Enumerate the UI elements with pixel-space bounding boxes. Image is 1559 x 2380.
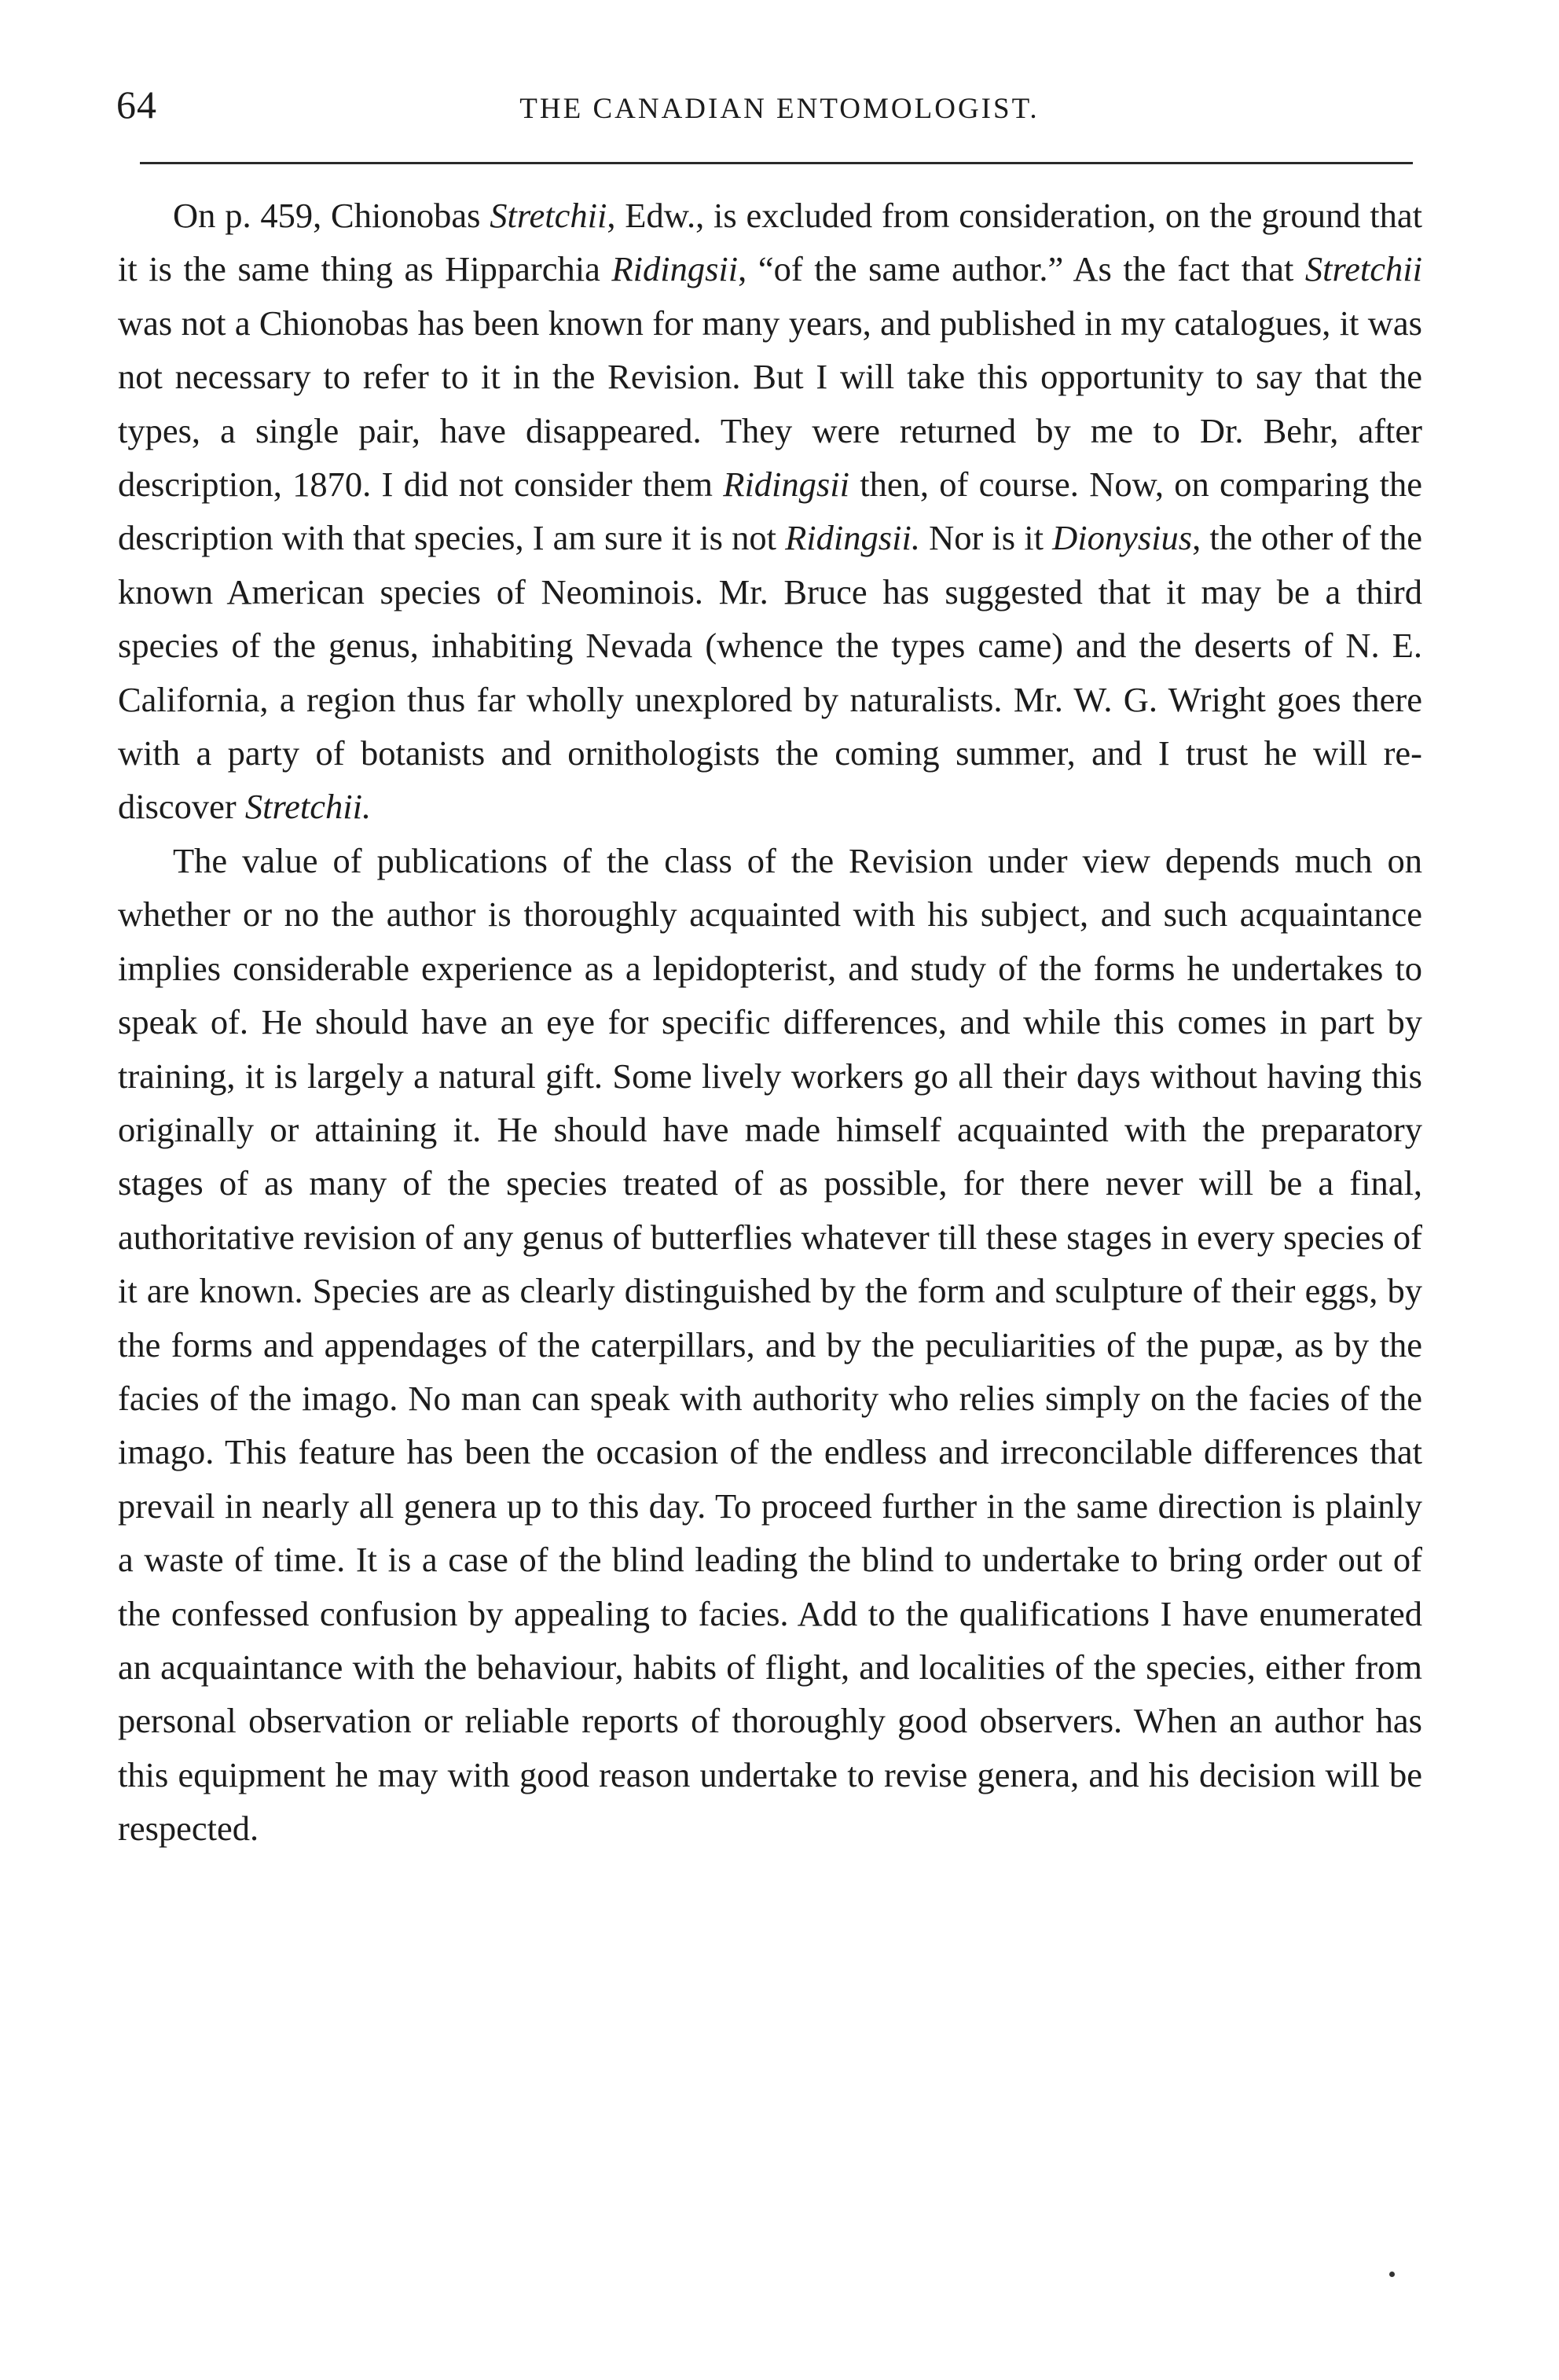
- text-run: , the other of the known American species of Neominois. Mr. Bruce has suggested that it may be a third species of the genus, inhabiting Nevada (whence the types came) and the deserts of N. E. California, a region thus far wholly unexplored by naturalists. Mr. W. G. Wright goes there with a party of botanists and ornithologists the coming summer, and I trust he will re-discover: [118, 518, 1423, 827]
- italic-run: Dionysius: [1052, 518, 1193, 558]
- text-run: On p. 459, Chionobas: [173, 196, 490, 235]
- header-rule: [140, 162, 1413, 164]
- text-run: The value of publications of the class of the Revision under view depends much on whether or no the author is thoroughly acquainted with his subject, and such acquaintance implies considerable experience as a lepidopterist, and study of the forms he undertakes to speak of. He should have an eye for specific differences, and while this comes in part by training, it is largely a natural gift. Some lively workers go all their days without having this originally or attaining it. He should have made himself acquainted with the preparatory stages of as many of the species treated of as possible, for there never will be a final, authoritative revision of any genus of butterflies whatever till these stages in every species of it are known. Species are as clearly distinguished by the form and sculpture of their eggs, by the forms and appendages of the caterpillars, and by the peculiarities of the pupæ, as by the facies of the imago. No man can speak with authority who relies simply on the facies of the imago. This feature has been the occasion of the endless and irreconcilable differences that prevail in nearly all genera up to this day. To proceed further in the same direction is plainly a waste of time. It is a case of the blind leading the blind to undertake to bring order out of the confessed confusion by appealing to facies. Add to the qualifications I have enumerated an acquaintance with the behaviour, habits of flight, and localities of the species, either from personal observation or reliable reports of thoroughly good observers. When an author has this equipment he may with good reason undertake to revise genera, and his decision will be respected.: [118, 840, 1422, 1849]
- text-run: then, of course. Now, on comparing the description with that species, I am sure it is not: [118, 465, 1422, 558]
- italic-run: Ridingsii: [723, 465, 849, 505]
- text-run: Nor is it: [919, 518, 1053, 558]
- page-number: 64: [116, 83, 157, 127]
- paragraph-1: [118, 189, 1422, 834]
- ink-speck: [1389, 2272, 1395, 2277]
- italic-run: Stretchii.: [244, 787, 372, 827]
- italic-run: Stretchii: [1304, 249, 1422, 289]
- italic-run: Stretchii: [490, 196, 607, 235]
- running-head: THE CANADIAN ENTOMOLOGIST.: [519, 93, 1040, 125]
- italic-run: Ridingsii.: [785, 518, 920, 558]
- text-run: was not a Chionobas has been known for many years, and published in my catalogues, it was not necessary to refer to it in the Revision. But I will take this opportunity to say that the types, a single pair, have disappeared. They were returned by me to Dr. Behr, after description, 1870. I did not consider them: [118, 303, 1422, 505]
- paragraph-2: [118, 834, 1422, 1856]
- text-run: , Edw., is excluded from consideration, on the ground that it is the same thing as Hipparchia: [118, 196, 1422, 289]
- text-run: , “of the same author.” As the fact that: [738, 249, 1305, 289]
- body-text: [118, 189, 1422, 1856]
- italic-run: Ridingsii: [611, 249, 739, 289]
